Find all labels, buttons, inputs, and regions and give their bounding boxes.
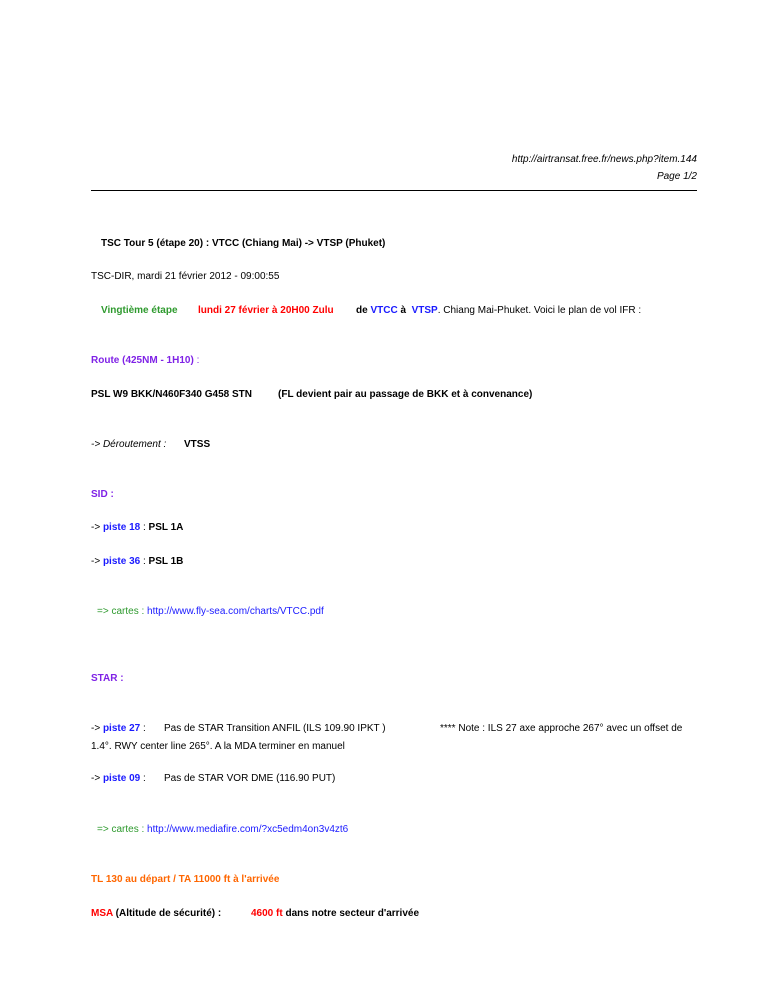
star-title: STAR : <box>91 673 124 684</box>
intro-tail: . Chiang Mai-Phuket. Voici le plan de vol IFR : <box>437 305 642 316</box>
star-rwy27-note: **** Note : ILS 27 axe approche 267° avec un offset de <box>440 723 683 734</box>
star-rwy27-desc: Pas de STAR Transition ANFIL (ILS 109.90 IPKT ) <box>164 723 386 734</box>
separator: : <box>140 556 149 567</box>
header-divider <box>91 190 697 191</box>
runway-label: piste 36 <box>102 556 141 567</box>
arrow: -> <box>91 723 103 734</box>
sid-item-rwy18 <box>91 522 183 534</box>
star-charts-link[interactable]: http://www.mediafire.com/?xc5edm4on3v4zt6 <box>147 824 349 835</box>
stage-date: lundi 27 février à 20H00 Zulu <box>198 305 334 316</box>
star-charts <box>97 824 348 836</box>
page-number: Page 1/2 <box>656 171 697 182</box>
from-icao: VTCC <box>370 305 398 316</box>
runway-label: piste 18 <box>102 522 141 533</box>
diversion-label: -> Déroutement : <box>91 439 167 450</box>
diversion-value: VTSS <box>184 439 211 450</box>
separator: : <box>140 773 146 784</box>
route-label: Route (425NM - 1H10) <box>91 355 194 366</box>
intro-a: à <box>400 305 407 316</box>
route-heading <box>91 355 199 367</box>
sid-charts-link[interactable]: http://www.fly-sea.com/charts/VTCC.pdf <box>147 606 324 617</box>
arrow: -> <box>91 522 103 533</box>
sid-title: SID : <box>91 489 114 500</box>
route-remark: (FL devient pair au passage de BKK et à convenance) <box>278 389 533 400</box>
separator: : <box>140 723 146 734</box>
msa-value-line <box>251 908 419 920</box>
source-url[interactable]: http://airtransat.free.fr/news.php?item.144 <box>511 154 697 165</box>
msa-value-rest: dans notre secteur d'arrivée <box>282 908 420 919</box>
separator: : <box>140 522 149 533</box>
sid-procedure: PSL 1A <box>148 522 184 533</box>
msa-value: 4600 ft <box>251 908 283 919</box>
to-icao: VTSP <box>411 305 438 316</box>
intro-sentence <box>356 305 641 317</box>
route-plan: PSL W9 BKK/N460F340 G458 STN <box>91 389 252 400</box>
msa-line <box>91 908 221 920</box>
arrow: -> <box>91 556 103 567</box>
runway-label: piste 09 <box>102 773 141 784</box>
sid-charts <box>97 606 324 618</box>
article-meta: TSC-DIR, mardi 21 février 2012 - 09:00:55 <box>91 271 280 282</box>
star-rwy09-desc: Pas de STAR VOR DME (116.90 PUT) <box>164 773 336 784</box>
stage-label: Vingtième étape <box>101 305 178 316</box>
star-rwy27-note-cont: 1.4°. RWY center line 265°. A la MDA terminer en manuel <box>91 741 345 752</box>
charts-label: => cartes : <box>97 824 145 835</box>
runway-label: piste 27 <box>102 723 141 734</box>
msa-label-rest: (Altitude de sécurité) : <box>112 908 222 919</box>
star-rwy09-runway <box>91 773 146 785</box>
sid-item-rwy36 <box>91 556 183 568</box>
transition-levels: TL 130 au départ / TA 11000 ft à l'arrivée <box>91 874 280 885</box>
arrow: -> <box>91 773 103 784</box>
star-rwy27-runway <box>91 723 146 735</box>
route-colon: : <box>193 355 200 366</box>
article-title: TSC Tour 5 (étape 20) : VTCC (Chiang Mai) -> VTSP (Phuket) <box>101 238 386 249</box>
msa-label: MSA <box>91 908 113 919</box>
sid-procedure: PSL 1B <box>148 556 184 567</box>
intro-de: de <box>356 305 368 316</box>
charts-label: => cartes : <box>97 606 145 617</box>
